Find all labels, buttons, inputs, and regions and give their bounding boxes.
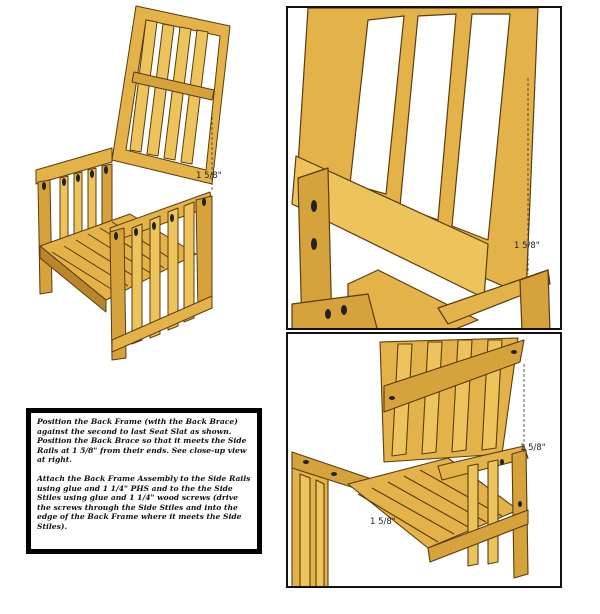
- dimension-label-detail-bottom-seat: 1 5/8": [370, 517, 396, 527]
- instructions-paragraph-2: Attach the Back Frame Assembly to the Side Rails using glue and 1 1/4" PHS and to the the Side Stiles using glue and 1 1/4" wood screws (drive the screws through the Side Stiles and into the edge of the Back Frame where it meets the Side Stiles).: [37, 473, 251, 531]
- instructions-paragraph-1: Position the Back Frame (with the Back Brace) against the second to last Seat Slat as shown. Position the Back Brace so that it meets the Side Rails at 1 5/8" from their ends. See close-up view at right.: [37, 417, 247, 465]
- dimension-label-detail-top: 1 5/8": [514, 241, 540, 251]
- chair-overview-illustration: [0, 0, 280, 400]
- dimension-label-main: 1 5/8": [196, 171, 222, 181]
- dimension-label-detail-bottom-right: 1 5/8": [520, 443, 546, 453]
- closeup-detail-bottom: [286, 332, 562, 588]
- closeup-detail-top: [286, 6, 562, 330]
- instructions-box: [26, 408, 262, 554]
